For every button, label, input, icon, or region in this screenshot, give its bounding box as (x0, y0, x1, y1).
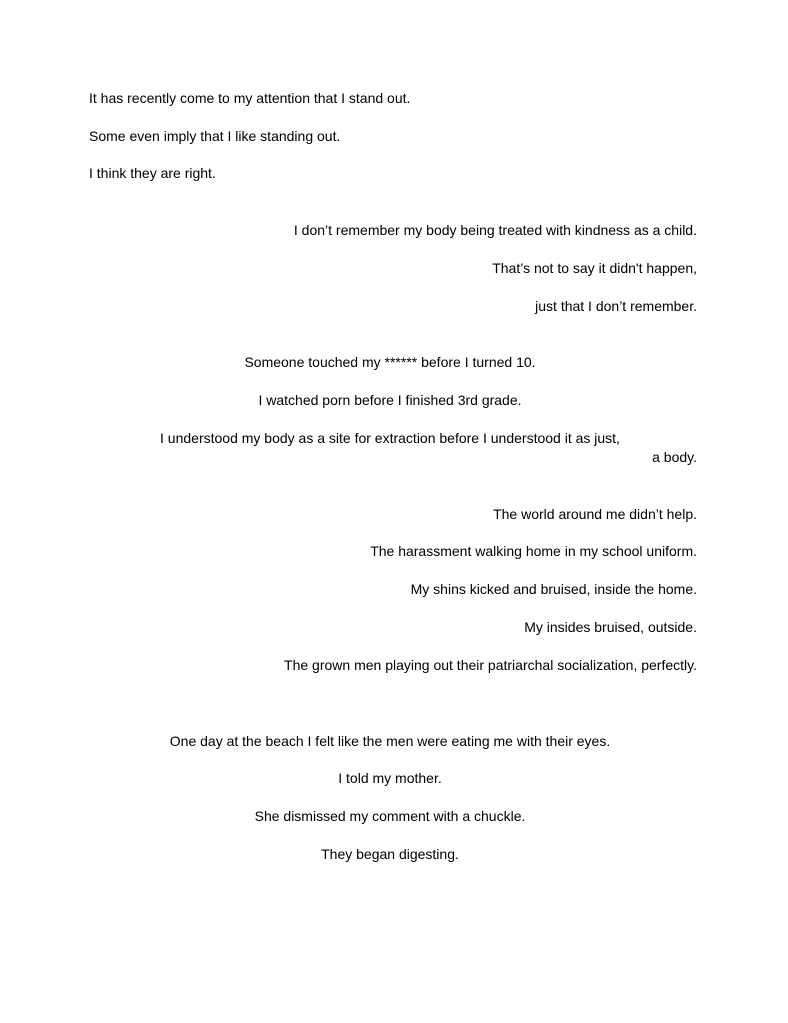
poem-line: I think they are right. (89, 165, 216, 181)
poem-line: That’s not to say it didn't happen, (492, 260, 697, 276)
poem-line: I don’t remember my body being treated with kindness as a child. (293, 222, 697, 238)
poem-line: It has recently come to my attention that I stand out. (89, 90, 411, 106)
poem-line: just that I don’t remember. (535, 298, 697, 314)
poem-line: Some even imply that I like standing out. (89, 128, 341, 144)
poem-line: They began digesting. (321, 846, 459, 862)
poem-line: Someone touched my ****** before I turned 10. (244, 354, 536, 370)
poem-line: She dismissed my comment with a chuckle. (254, 808, 526, 824)
poem-line: I understood my body as a site for extraction before I understood it as just, (160, 430, 620, 446)
poem-line: The harassment walking home in my school uniform. (370, 543, 697, 559)
poem-line: The grown men playing out their patriarchal socialization, perfectly. (284, 657, 697, 673)
poem-line: I watched porn before I finished 3rd grade. (258, 392, 522, 408)
poem-line: a body. (652, 449, 697, 465)
poem-line: My insides bruised, outside. (524, 619, 697, 635)
poem-line: My shins kicked and bruised, inside the home. (410, 581, 697, 597)
poem-line: One day at the beach I felt like the men were eating me with their eyes. (169, 733, 611, 749)
poem-line: The world around me didn’t help. (493, 506, 697, 522)
poem-line: I told my mother. (338, 770, 442, 786)
